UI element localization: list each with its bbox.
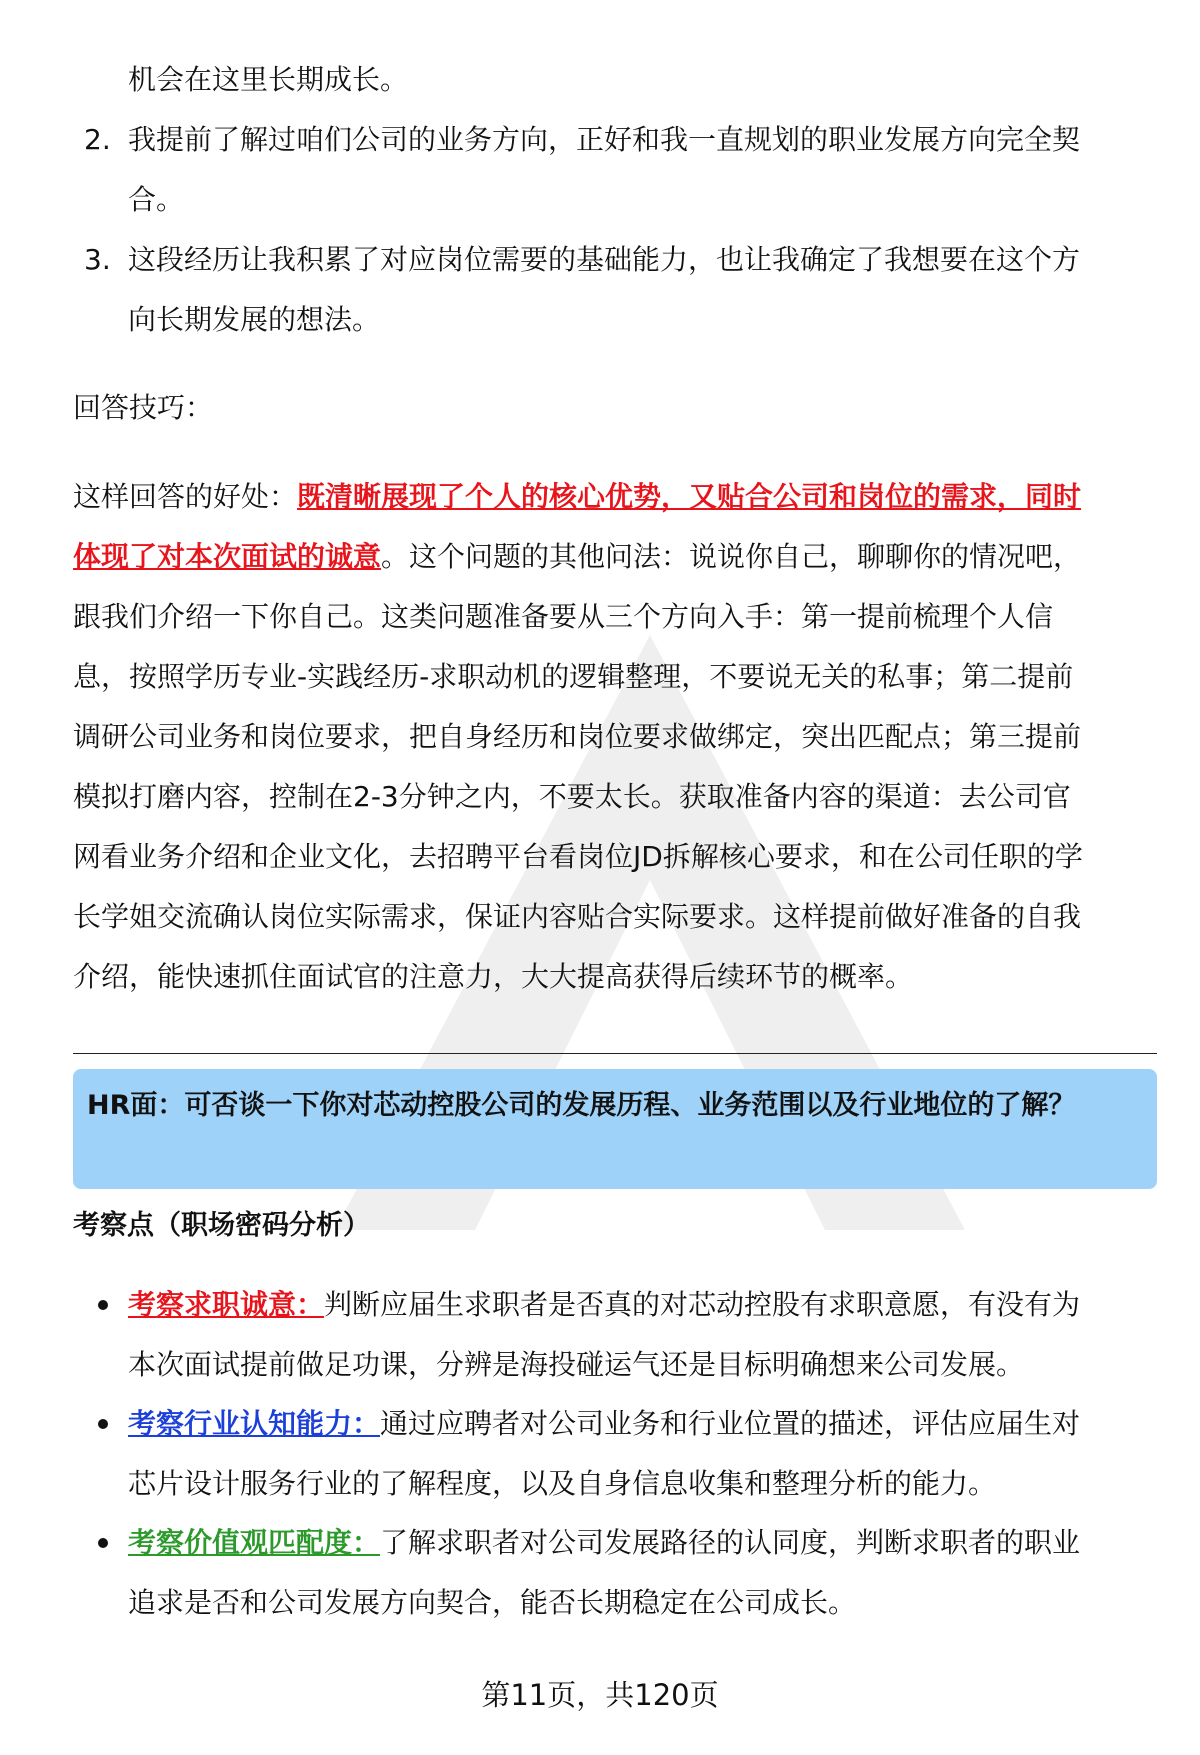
analysis-point bbox=[128, 1513, 1148, 1633]
tips-line: 调研公司业务和岗位要求，把自身经历和岗位要求做绑定，突出匹配点；第三提前 bbox=[73, 720, 1082, 753]
highlight-text: 既清晰展现了个人的核心优势，又贴合公司和岗位的需求，同时 bbox=[297, 480, 1082, 513]
list-item bbox=[128, 230, 1148, 350]
list-line: 我提前了解过咱们公司的业务方向，正好和我一直规划的职业发展方向完全契 bbox=[128, 123, 1081, 156]
analysis-heading: 考察点（职场密码分析） bbox=[73, 1210, 370, 1241]
tips-heading: 回答技巧： bbox=[73, 391, 214, 424]
bullet-icon bbox=[98, 1419, 108, 1429]
intro-tail: 机会在这里长期成长。 bbox=[128, 63, 409, 96]
highlight-text: 体现了对本次面试的诚意 bbox=[73, 540, 382, 573]
bullet-icon bbox=[98, 1538, 108, 1548]
list-line: 向长期发展的想法。 bbox=[128, 303, 381, 336]
point-text: 芯片设计服务行业的了解程度，以及自身信息收集和整理分析的能力。 bbox=[128, 1467, 997, 1500]
analysis-point bbox=[128, 1275, 1148, 1395]
point-text: 通过应聘者对公司业务和行业位置的描述，评估应届生对 bbox=[380, 1407, 1081, 1440]
tips-line: 长学姐交流确认岗位实际需求，保证内容贴合实际要求。这样提前做好准备的自我 bbox=[73, 900, 1082, 933]
list-number: 3. bbox=[84, 243, 111, 276]
question-box bbox=[73, 1069, 1157, 1189]
tips-line: 模拟打磨内容，控制在2-3分钟之内，不要太长。获取准备内容的渠道：去公司官 bbox=[73, 780, 1071, 813]
list-item bbox=[128, 110, 1148, 230]
tips-line: 跟我们介绍一下你自己。这类问题准备要从三个方向入手：第一提前梳理个人信 bbox=[73, 600, 1054, 633]
tips-line: 息，按照学历专业-实践经历-求职动机的逻辑整理，不要说无关的私事；第二提前 bbox=[73, 660, 1074, 693]
list-line: 合。 bbox=[128, 183, 185, 216]
point-text: 本次面试提前做足功课，分辨是海投碰运气还是目标明确想来公司发展。 bbox=[128, 1348, 1025, 1381]
list-number: 2. bbox=[84, 123, 111, 156]
point-label: 考察求职诚意： bbox=[128, 1288, 325, 1321]
section-divider bbox=[73, 1053, 1157, 1054]
question-text: HR面：可否谈一下你对芯动控股公司的发展历程、业务范围以及行业地位的了解？ bbox=[87, 1090, 1076, 1121]
tips-prefix: 这样回答的好处： bbox=[73, 480, 298, 513]
analysis-point bbox=[128, 1394, 1148, 1514]
tips-line: 网看业务介绍和企业文化，去招聘平台看岗位JD拆解核心要求，和在公司任职的学 bbox=[73, 840, 1083, 873]
point-text: 判断应届生求职者是否真的对芯动控股有求职意愿，有没有为 bbox=[324, 1288, 1081, 1321]
point-text: 了解求职者对公司发展路径的认同度，判断求职者的职业 bbox=[380, 1526, 1081, 1559]
list-line: 这段经历让我积累了对应岗位需要的基础能力，也让我确定了我想要在这个方 bbox=[128, 243, 1081, 276]
tips-line: 介绍，能快速抓住面试官的注意力，大大提高获得后续环节的概率。 bbox=[73, 960, 914, 993]
point-text: 追求是否和公司发展方向契合，能否长期稳定在公司成长。 bbox=[128, 1586, 857, 1619]
point-label: 考察行业认知能力： bbox=[128, 1407, 381, 1440]
tips-paragraph bbox=[73, 467, 1163, 1007]
point-label: 考察价值观匹配度： bbox=[128, 1526, 381, 1559]
page-footer: 第11页，共120页 bbox=[481, 1678, 719, 1712]
bullet-icon bbox=[98, 1300, 108, 1310]
tips-text: 。这个问题的其他问法：说说你自己，聊聊你的情况吧， bbox=[381, 540, 1082, 573]
